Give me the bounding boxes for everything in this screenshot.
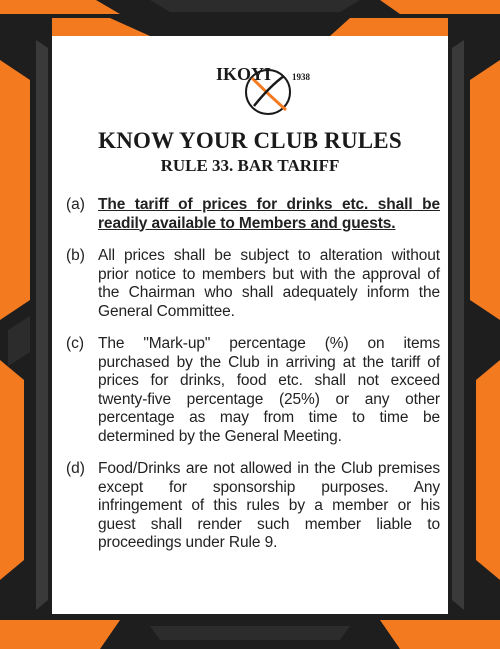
rule-marker: (c) (66, 335, 85, 352)
page-title: KNOW YOUR CLUB RULES (98, 128, 402, 153)
rule-text: All prices shall be subject to alteration without prior notice to members but with the approval of the Chairman who shall adequately inform the General Committee. (98, 247, 440, 320)
page-subtitle: RULE 33. BAR TARIFF (160, 156, 340, 175)
rule-text: The "Mark-up" percentage (%) on items purchased by the Club in arriving at the tariff of prices for drinks, food etc. shall not exceed twenty-five percentage (25%) or any other percentage as may from time to time be determined by the General Meeting. (98, 335, 440, 445)
logo-brand: IKOYI (216, 64, 272, 84)
rule-marker: (d) (66, 460, 85, 477)
rule-item-c (66, 335, 440, 446)
rule-marker: (b) (66, 247, 85, 264)
rule-text: The tariff of prices for drinks etc. shall be readily available to Members and guests. (98, 196, 440, 232)
rule-marker: (a) (66, 196, 85, 213)
rule-item-b (66, 247, 440, 321)
rule-text: Food/Drinks are not allowed in the Club premises except for sponsorship purposes. Any infringement of this rules by a member or his guest shall render such member liable to proceedings under Rule 9. (98, 460, 440, 551)
rules-list (66, 196, 440, 567)
rule-item-a (66, 196, 440, 233)
rule-item-d (66, 460, 440, 553)
logo-year: 1938 (292, 72, 310, 82)
club-logo (212, 58, 322, 120)
